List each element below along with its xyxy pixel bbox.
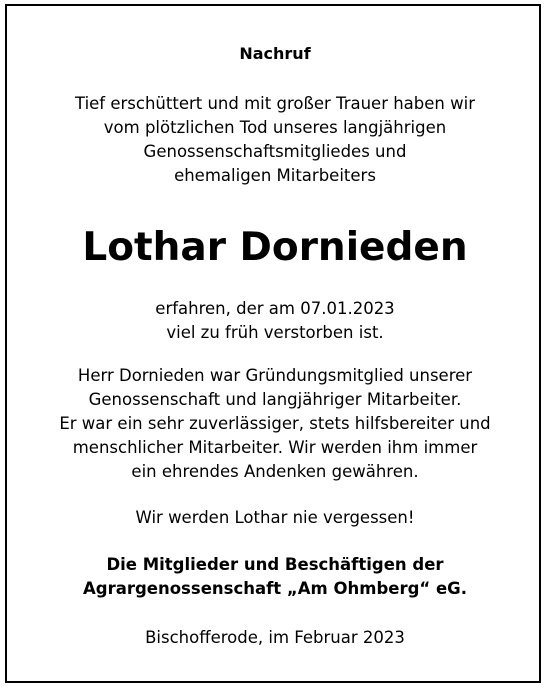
intro-line: Tief erschüttert und mit großer Trauer haben wir: [75, 94, 475, 113]
death-paragraph: [0, 297, 550, 345]
signature-line: Agrargenossenschaft „Am Ohmberg“ eG.: [82, 579, 467, 598]
closing-line: Wir werden Lothar nie vergessen!: [135, 508, 415, 527]
deceased-name: Lothar Dornieden: [82, 225, 468, 270]
place-date: Bischofferode, im Februar 2023: [145, 628, 405, 647]
death-line: erfahren, der am 07.01.2023: [155, 299, 395, 318]
tribute-line: ein ehrendes Andenken gewähren.: [131, 462, 419, 481]
tribute-line: menschlicher Mitarbeiter. Wir werden ihm immer: [72, 438, 478, 457]
tribute-line: Genossenschaft und langjähriger Mitarbeiter.: [88, 390, 462, 409]
death-line: viel zu früh verstorben ist.: [166, 323, 384, 342]
signature-line: Die Mitglieder und Beschäftigen der: [106, 555, 444, 574]
tribute-paragraph: [0, 364, 550, 484]
signature-block: [0, 553, 550, 601]
intro-line: ehemaligen Mitarbeiters: [174, 166, 376, 185]
notice-heading: Nachruf: [239, 44, 311, 63]
tribute-line: Er war ein sehr zuverlässiger, stets hilfsbereiter und: [59, 414, 491, 433]
intro-paragraph: [0, 92, 550, 188]
tribute-line: Herr Dornieden war Gründungsmitglied unserer: [77, 366, 473, 385]
intro-line: Genossenschaftsmitgliedes und: [143, 142, 407, 161]
intro-line: vom plötzlichen Tod unseres langjährigen: [103, 118, 447, 137]
